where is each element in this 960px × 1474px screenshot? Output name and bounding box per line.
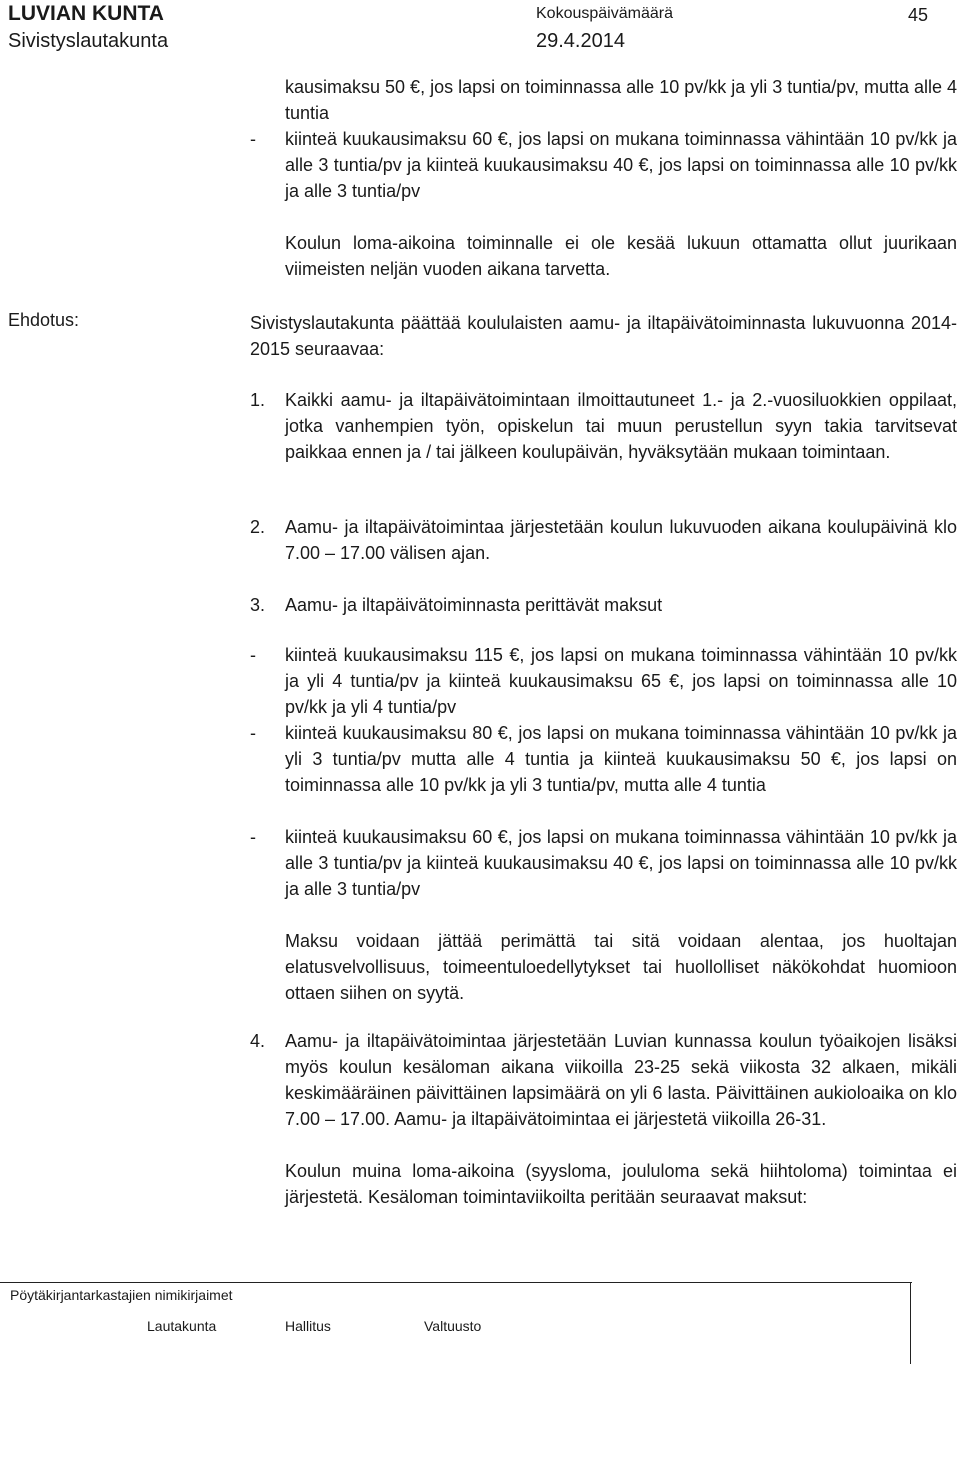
- item-number: 4.: [250, 1031, 266, 1051]
- fee-item: kiinteä kuukausimaksu 60 €, jos lapsi on mukana toiminnassa vähintään 10 pv/kk ja alle 3 tuntia/pv ja kiinteä kuukausimaksu 40 €, jos lapsi on toiminnassa alle 10 pv/kk ja alle 3 tuntia/pv: [285, 129, 957, 201]
- footer-divider: [910, 1282, 911, 1364]
- footer-board: Hallitus: [285, 1318, 331, 1334]
- footer-initials-label: Pöytäkirjantarkastajien nimikirjaimet: [10, 1287, 233, 1303]
- proposal-item-3: Aamu- ja iltapäivätoiminnasta perittävät maksut: [285, 595, 663, 615]
- meeting-date: 29.4.2014: [536, 30, 625, 52]
- proposal-label: Ehdotus:: [8, 310, 80, 330]
- footer-council: Valtuusto: [424, 1318, 482, 1334]
- fee-continuation: kausimaksu 50 €, jos lapsi on toiminnassa alle 10 pv/kk ja yli 3 tuntia/pv, mutta alle 4 tuntia: [285, 77, 958, 123]
- item-number: 1.: [250, 390, 266, 410]
- fee-item: kiinteä kuukausimaksu 80 €, jos lapsi on mukana toiminnassa vähintään 10 pv/kk ja yli 3 tuntia/pv mutta alle 4 tuntia ja kiinteä kuukausimaksu 50 €, jos lapsi on toiminnassa alle 10 pv/kk ja yli 3 tuntia/pv, mutta alle 4 tuntia: [285, 723, 957, 795]
- proposal-intro: Sivistyslautakunta päättää koululaisten aamu- ja iltapäivätoiminnasta lukuvuonna 2014-2015 seuraavaa:: [250, 313, 957, 359]
- page-number: 45: [908, 5, 929, 25]
- proposal-item-2: Aamu- ja iltapäivätoimintaa järjestetään koulun lukuvuoden aikana koulupäivinä klo 7.00 – 17.00 välisen ajan.: [285, 517, 957, 563]
- item-number: 3.: [250, 595, 266, 615]
- footer-rule: [0, 1282, 912, 1283]
- department-name: Sivistyslautakunta: [8, 30, 169, 52]
- fee-dash: -: [250, 827, 256, 847]
- fee-waiver-paragraph: Maksu voidaan jättää perimättä tai sitä voidaan alentaa, jos huoltajan elatusvelvollisuus, toimeentuloedellytykset tai huollolliset näkökohdat huomioon ottaen siihen on syytä.: [285, 931, 957, 1003]
- fee-dash: -: [250, 129, 256, 149]
- fee-dash: -: [250, 723, 256, 743]
- holiday-paragraph: Koulun loma-aikoina toiminnalle ei ole kesää lukuun ottamatta ollut juurikaan viimeisten neljän vuoden aikana tarvetta.: [285, 233, 957, 279]
- proposal-item-4: Aamu- ja iltapäivätoimintaa järjestetään Luvian kunnassa koulun työaikojen lisäksi myös koulun kesäloman aikana viikoilla 23-25 sekä viikosta 32 alkaen, mikäli keskimääräinen päivittäinen lapsimäärä on yli 6 lasta. Päivittäinen aukioloaika on klo 7.00 – 17.00. Aamu- ja iltapäivätoimintaa ei järjestetä viikoilla 26-31.: [285, 1031, 957, 1129]
- fee-item: kiinteä kuukausimaksu 60 €, jos lapsi on mukana toiminnassa vähintään 10 pv/kk ja alle 3 tuntia/pv ja kiinteä kuukausimaksu 40 €, jos lapsi on toiminnassa alle 10 pv/kk ja alle 3 tuntia/pv: [285, 827, 957, 899]
- proposal-item-4-continued: Koulun muina loma-aikoina (syysloma, joululoma sekä hiihtoloma) toimintaa ei järjestetä. Kesäloman toimintaviikoilta peritään seuraavat maksut:: [285, 1161, 957, 1207]
- fee-item: kiinteä kuukausimaksu 115 €, jos lapsi on mukana toiminnassa vähintään 10 pv/kk ja yli 4 tuntia/pv ja kiinteä kuukausimaksu 65 €, jos lapsi on toiminnassa alle 10 pv/kk ja yli 4 tuntia/pv: [285, 645, 957, 717]
- meeting-date-label: Kokouspäivämäärä: [536, 5, 673, 22]
- item-number: 2.: [250, 517, 266, 537]
- footer-committee: Lautakunta: [147, 1318, 217, 1334]
- fee-dash: -: [250, 645, 256, 665]
- proposal-item-1: Kaikki aamu- ja iltapäivätoimintaan ilmoittautuneet 1.- ja 2.-vuosiluokkien oppilaat, jotka vanhempien työn, opiskelun tai muun perustellun syyn takia tarvitsevat paikkaa ennen ja / tai jälkeen koulupäivän, hyväksytään mukaan toimintaan.: [285, 390, 957, 462]
- organization-name: LUVIAN KUNTA: [8, 2, 164, 25]
